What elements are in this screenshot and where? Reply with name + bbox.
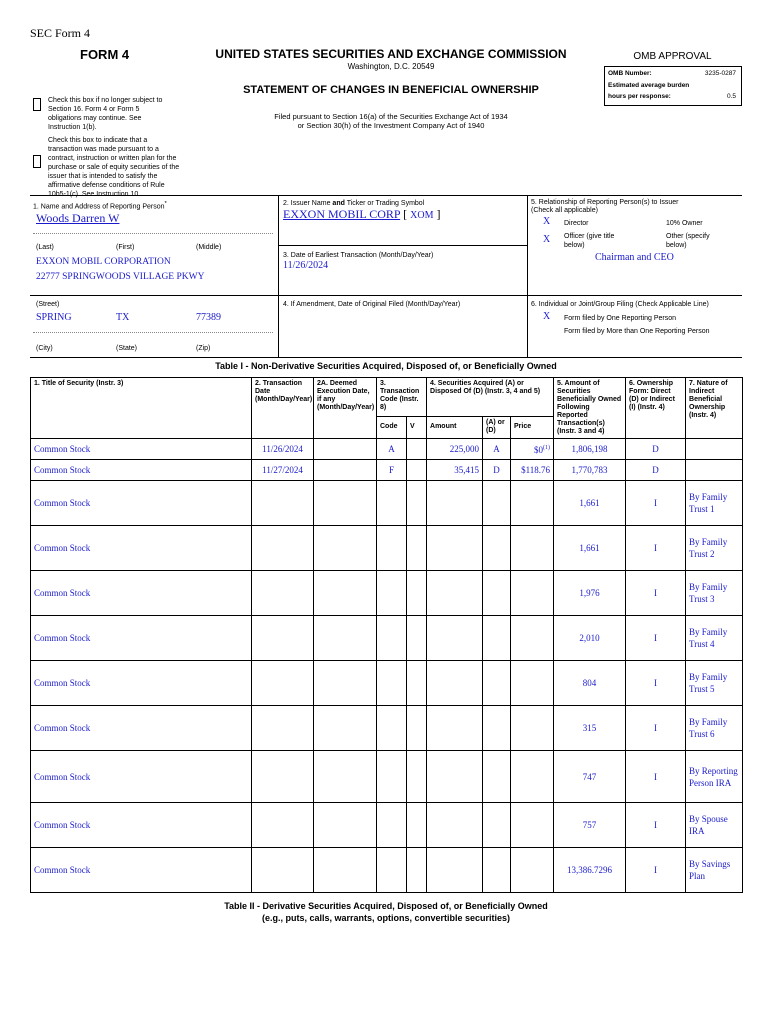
price	[511, 751, 554, 803]
deemed-date	[314, 481, 377, 526]
v-flag	[407, 571, 427, 616]
v-flag	[407, 526, 427, 571]
v-flag	[407, 616, 427, 661]
price	[511, 803, 554, 848]
transaction-date	[252, 616, 314, 661]
nature-indirect-text: By Savings Plan	[689, 859, 731, 881]
v-flag	[407, 751, 427, 803]
table-row	[31, 481, 743, 526]
state-value: TX	[116, 312, 130, 323]
header-transaction-code: 3. Transaction Code (Instr. 8)	[377, 378, 427, 417]
filed-pursuant-2: or Section 30(h) of the Investment Company Act of 1940	[297, 121, 485, 130]
acquired-disposed	[483, 706, 511, 751]
table-row	[31, 616, 743, 661]
ownership-form	[626, 526, 686, 571]
security-title-text: Common Stock	[34, 865, 91, 875]
transaction-code	[377, 439, 407, 460]
nature-indirect-text: By Family Trust 1	[689, 492, 728, 514]
agency-location: Washington, D.C. 20549	[347, 62, 435, 71]
header-v: V	[407, 416, 427, 438]
v-flag	[407, 661, 427, 706]
amount	[427, 481, 483, 526]
amount	[427, 526, 483, 571]
transaction-code	[377, 661, 407, 706]
amount-owned	[554, 481, 626, 526]
security-title-text: Common Stock	[34, 465, 91, 475]
v-flag	[407, 481, 427, 526]
security-title-text: Common Stock	[34, 543, 91, 553]
security-title	[31, 848, 252, 893]
security-title	[31, 526, 252, 571]
transaction-date	[252, 439, 314, 460]
security-title-text: Common Stock	[34, 498, 91, 508]
amount	[427, 661, 483, 706]
deemed-date	[314, 460, 377, 481]
security-title	[31, 751, 252, 803]
street-label: (Street)	[36, 301, 60, 308]
transaction-code	[377, 481, 407, 526]
table-row	[31, 751, 743, 803]
acquired-disposed	[483, 439, 511, 460]
more-persons-label: Form filed by More than One Reporting Person	[564, 328, 710, 335]
header-code: Code	[377, 416, 407, 438]
grid-line	[278, 195, 279, 357]
security-title-text: Common Stock	[34, 633, 91, 643]
acquired-disposed-text: A	[493, 444, 500, 454]
header-securities-acquired: 4. Securities Acquired (A) or Disposed Of (D) (Instr. 3, 4 and 5)	[427, 378, 554, 417]
ownership-form-text: I	[654, 723, 658, 733]
relationship-sublabel: (Check all applicable)	[531, 207, 598, 214]
transaction-code	[377, 803, 407, 848]
header-nature-indirect: 7. Nature of Indirect Beneficial Ownership (Instr. 4)	[686, 378, 743, 439]
amount-owned	[554, 616, 626, 661]
amount-owned	[554, 803, 626, 848]
other-label: Other (specify below)	[666, 233, 710, 249]
acquired-disposed	[483, 848, 511, 893]
amount-owned-text: 1,661	[579, 498, 600, 508]
nature-indirect	[686, 460, 743, 481]
acquired-disposed-text: D	[493, 465, 500, 475]
nature-indirect	[686, 616, 743, 661]
transaction-date	[252, 803, 314, 848]
earliest-transaction-date: 11/26/2024	[283, 260, 329, 271]
table-row	[31, 439, 743, 460]
ownership-form-text: I	[654, 865, 658, 875]
nature-indirect	[686, 439, 743, 460]
amount	[427, 616, 483, 661]
security-title-text: Common Stock	[34, 588, 91, 598]
zip-value: 77389	[196, 312, 221, 323]
nature-indirect-text: By Family Trust 5	[689, 672, 728, 694]
table2-title: Table II - Derivative Securities Acquired, Disposed of, or Beneficially Owned	[224, 901, 548, 911]
rule-10b5-checkbox[interactable]	[33, 155, 41, 168]
acquired-disposed	[483, 481, 511, 526]
nature-indirect	[686, 803, 743, 848]
nature-indirect	[686, 481, 743, 526]
nature-indirect	[686, 571, 743, 616]
price	[511, 616, 554, 661]
rule-10b5-text: Check this box to indicate that a transaction was made pursuant to a contract, instruction or written plan for the purchase or sale of equity securities of the issuer that is intended to satisfy the affirmative defense conditions of Rule 10b5-1(c). See Instruction 10.	[48, 137, 180, 198]
statement-title: STATEMENT OF CHANGES IN BENEFICIAL OWNERSHIP	[243, 84, 539, 96]
transaction-date	[252, 526, 314, 571]
address-underline	[33, 332, 273, 333]
amount	[427, 439, 483, 460]
v-flag	[407, 439, 427, 460]
table-row	[31, 706, 743, 751]
ownership-form-text: I	[654, 820, 658, 830]
director-label: Director	[564, 220, 589, 227]
amount	[427, 571, 483, 616]
price	[511, 460, 554, 481]
security-title	[31, 661, 252, 706]
amount-owned-text: 1,976	[579, 588, 600, 598]
header-amount: Amount	[427, 416, 483, 438]
header-amount-owned: 5. Amount of Securities Beneficially Owned Following Reported Transaction(s) (Instr. 3 and 4)	[554, 378, 626, 439]
ownership-form-text: I	[654, 771, 658, 782]
deemed-date	[314, 706, 377, 751]
grid-line	[527, 195, 528, 357]
form-title: FORM 4	[80, 47, 130, 62]
security-title-text: Common Stock	[34, 678, 91, 688]
nature-indirect-text: By Family Trust 4	[689, 627, 728, 649]
ownership-form	[626, 803, 686, 848]
transaction-date	[252, 661, 314, 706]
ownership-form-text: I	[654, 498, 658, 508]
price	[511, 706, 554, 751]
one-person-label: Form filed by One Reporting Person	[564, 315, 677, 322]
security-title-text: Common Stock	[34, 723, 91, 733]
nature-indirect-text: By Family Trust 2	[689, 537, 728, 559]
amount-owned-text: 747	[582, 771, 597, 782]
ownership-form-text: I	[654, 678, 658, 688]
acquired-disposed	[483, 526, 511, 571]
security-title	[31, 571, 252, 616]
issuer-link[interactable]: EXXON MOBIL CORP	[283, 207, 401, 221]
director-mark[interactable]: X	[543, 216, 551, 227]
nature-indirect-text: By Reporting Person IRA	[689, 765, 738, 788]
v-flag	[407, 706, 427, 751]
amount-owned	[554, 526, 626, 571]
table-row	[31, 661, 743, 706]
amount-owned-text: 2,010	[579, 633, 600, 643]
deemed-date	[314, 751, 377, 803]
deemed-date	[314, 661, 377, 706]
transaction-date	[252, 706, 314, 751]
ownership-form-text: I	[654, 588, 658, 598]
amount-owned	[554, 571, 626, 616]
amount	[427, 803, 483, 848]
transaction-code-text: A	[388, 444, 395, 454]
omb-hours-value: 0.5	[726, 93, 736, 100]
filed-pursuant-1: Filed pursuant to Section 16(a) of the Securities Exchange Act of 1934	[274, 112, 508, 121]
ownership-form	[626, 439, 686, 460]
deemed-date	[314, 848, 377, 893]
nature-indirect	[686, 706, 743, 751]
amount-owned-text: 315	[582, 723, 597, 733]
nature-indirect-text: By Family Trust 3	[689, 582, 728, 604]
ownership-form-text: D	[652, 465, 659, 475]
table-row	[31, 460, 743, 481]
ten-percent-owner-label: 10% Owner	[666, 220, 703, 227]
transaction-code	[377, 616, 407, 661]
header-price: Price	[511, 416, 554, 438]
table2-subtitle: (e.g., puts, calls, warrants, options, convertible securities)	[261, 913, 511, 923]
transaction-date	[252, 751, 314, 803]
omb-burden-label: Estimated average burden	[608, 82, 690, 89]
transaction-date-text: 11/26/2024	[262, 444, 303, 454]
amount-owned	[554, 460, 626, 481]
nature-indirect	[686, 848, 743, 893]
amount-owned-text: 1,770,783	[571, 465, 608, 475]
transaction-date-text: 11/27/2024	[262, 465, 303, 475]
security-title	[31, 439, 252, 460]
omb-number-value: 3235-0287	[704, 70, 736, 77]
ownership-form	[626, 848, 686, 893]
no-longer-subject-text: Check this box if no longer subject to Section 16. Form 4 or Form 5 obligations may continue. See Instruction 1(b).	[48, 97, 163, 131]
grid-line	[278, 245, 527, 246]
security-title	[31, 706, 252, 751]
transaction-code	[377, 460, 407, 481]
amount-owned-text: 1,806,198	[571, 444, 608, 454]
acquired-disposed	[483, 751, 511, 803]
amount-text: 35,415	[454, 465, 480, 475]
no-longer-subject-checkbox[interactable]	[33, 98, 41, 111]
price	[511, 571, 554, 616]
ticker-symbol: XOM	[410, 210, 434, 221]
non-derivative-table	[30, 377, 743, 893]
relationship-label: 5. Relationship of Reporting Person(s) to Issuer	[531, 199, 679, 206]
header-ownership-form: 6. Ownership Form: Direct (D) or Indirect (I) (Instr. 4)	[626, 378, 686, 439]
table-row	[31, 848, 743, 893]
table-row	[31, 803, 743, 848]
header-transaction-date: 2. Transaction Date (Month/Day/Year)	[252, 378, 314, 439]
transaction-code	[377, 571, 407, 616]
transaction-code	[377, 848, 407, 893]
ownership-form	[626, 751, 686, 803]
security-title	[31, 803, 252, 848]
acquired-disposed	[483, 616, 511, 661]
table1-title: Table I - Non-Derivative Securities Acquired, Disposed of, or Beneficially Owned	[215, 361, 557, 371]
last-label: (Last)	[36, 244, 54, 251]
officer-label: Officer (give title below)	[564, 233, 615, 249]
amount-owned-text: 804	[582, 678, 597, 688]
city-value: SPRING	[36, 312, 72, 323]
footnote-ref[interactable]: (1)	[543, 445, 551, 451]
grid-line	[30, 195, 742, 196]
issuer-label: 2. Issuer Name and Ticker or Trading Symbol	[283, 200, 425, 207]
price-text: $0	[534, 445, 544, 455]
price	[511, 526, 554, 571]
nature-indirect-text: By Family Trust 6	[689, 717, 728, 739]
ownership-form	[626, 706, 686, 751]
first-label: (First)	[116, 244, 135, 251]
transaction-code	[377, 706, 407, 751]
agency-name: UNITED STATES SECURITIES AND EXCHANGE COMMISSION	[215, 47, 567, 61]
deemed-date	[314, 526, 377, 571]
amount-owned	[554, 751, 626, 803]
transaction-code	[377, 751, 407, 803]
table-row	[31, 526, 743, 571]
name-underline	[33, 233, 273, 234]
reporting-person-label: 1. Name and Address of Reporting Person*	[33, 201, 167, 211]
ownership-form-text: I	[654, 633, 658, 643]
transaction-date	[252, 481, 314, 526]
issuer-name: EXXON MOBIL CORP [ XOM ]	[283, 207, 441, 221]
ownership-form-text: I	[654, 543, 658, 553]
ownership-form	[626, 661, 686, 706]
amount	[427, 460, 483, 481]
price	[511, 848, 554, 893]
middle-label: (Middle)	[196, 244, 222, 251]
acquired-disposed	[483, 571, 511, 616]
omb-approval-title: OMB APPROVAL	[633, 51, 712, 62]
amount-owned-text: 1,661	[579, 543, 600, 553]
acquired-disposed	[483, 661, 511, 706]
deemed-date	[314, 571, 377, 616]
city-label: (City)	[36, 345, 53, 352]
price	[511, 439, 554, 460]
amount-owned-text: 13,386.7296	[567, 865, 613, 875]
amount-owned	[554, 848, 626, 893]
deemed-date	[314, 803, 377, 848]
transaction-code	[377, 526, 407, 571]
acquired-disposed	[483, 803, 511, 848]
reporting-person-name[interactable]: Woods Darren W	[36, 211, 120, 225]
security-title-text: Common Stock	[34, 771, 91, 782]
ownership-form-text: D	[652, 444, 659, 454]
v-flag	[407, 803, 427, 848]
header-title-of-security: 1. Title of Security (Instr. 3)	[31, 378, 252, 439]
amount	[427, 706, 483, 751]
officer-mark[interactable]: X	[543, 234, 551, 245]
grid-line	[30, 357, 742, 358]
header-a-or-d: (A) or (D)	[483, 416, 511, 438]
company-name: EXXON MOBIL CORPORATION	[36, 257, 171, 267]
transaction-date	[252, 848, 314, 893]
security-title-text: Common Stock	[34, 444, 91, 454]
zip-label: (Zip)	[196, 345, 211, 352]
grid-line	[30, 295, 742, 296]
state-label: (State)	[116, 345, 138, 352]
omb-number-label: OMB Number:	[608, 70, 652, 77]
security-title	[31, 460, 252, 481]
acquired-disposed	[483, 460, 511, 481]
amount-owned	[554, 439, 626, 460]
deemed-date	[314, 439, 377, 460]
ownership-form	[626, 571, 686, 616]
table-row	[31, 571, 743, 616]
amount	[427, 848, 483, 893]
nature-indirect-text: By Spouse IRA	[689, 814, 728, 836]
transaction-date	[252, 460, 314, 481]
v-flag	[407, 848, 427, 893]
amount-owned-text: 757	[582, 820, 597, 830]
security-title-text: Common Stock	[34, 820, 91, 830]
one-person-mark[interactable]: X	[543, 311, 551, 322]
price	[511, 481, 554, 526]
sec-form-label: SEC Form 4	[30, 26, 91, 40]
amount-owned	[554, 661, 626, 706]
ownership-form	[626, 460, 686, 481]
omb-hours-label: hours per response:	[608, 93, 671, 100]
amount	[427, 751, 483, 803]
v-flag	[407, 460, 427, 481]
street-address: 22777 SPRINGWOODS VILLAGE PKWY	[36, 272, 205, 282]
security-title	[31, 481, 252, 526]
nature-indirect	[686, 751, 743, 803]
security-title	[31, 616, 252, 661]
ownership-form	[626, 616, 686, 661]
transaction-code-text: F	[388, 465, 394, 475]
deemed-date	[314, 616, 377, 661]
filing-type-label: 6. Individual or Joint/Group Filing (Check Applicable Line)	[531, 301, 709, 308]
amendment-label: 4. If Amendment, Date of Original Filed (Month/Day/Year)	[283, 301, 461, 308]
earliest-transaction-label: 3. Date of Earliest Transaction (Month/Day/Year)	[283, 252, 434, 259]
header-deemed-execution-date: 2A. Deemed Execution Date, if any (Month/Day/Year)	[314, 378, 377, 439]
amount-text: 225,000	[449, 444, 480, 454]
price	[511, 661, 554, 706]
officer-title: Chairman and CEO	[595, 252, 674, 263]
transaction-date	[252, 571, 314, 616]
amount-owned	[554, 706, 626, 751]
nature-indirect	[686, 661, 743, 706]
price-text: $118.76	[521, 465, 551, 475]
ownership-form	[626, 481, 686, 526]
nature-indirect	[686, 526, 743, 571]
